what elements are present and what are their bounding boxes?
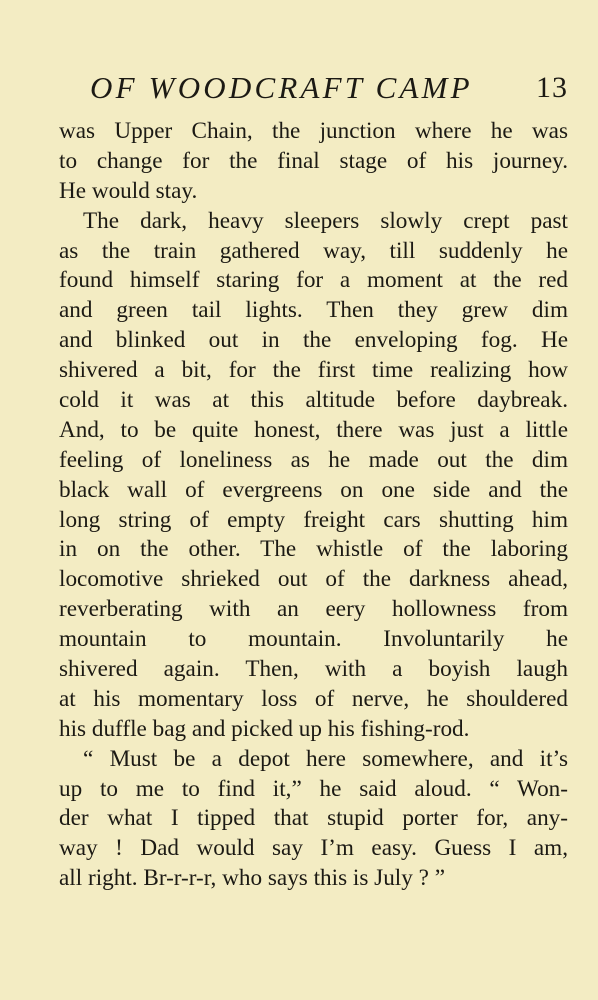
text-line: cold it was at this altitude before daybreak.: [59, 387, 568, 414]
text-line: feeling of loneliness as he made out the dim: [59, 446, 568, 473]
text-line: at his momentary loss of nerve, he shouldered: [59, 685, 568, 712]
text-line: shivered a bit, for the first time realizing how: [59, 357, 568, 384]
text-line: der what I tipped that stupid porter for, any-: [59, 805, 568, 832]
text-line: up to me to find it,” he said aloud. “ Won-: [59, 775, 568, 802]
page-number: 13: [536, 71, 568, 104]
text-line: mountain to mountain. Involuntarily he: [59, 626, 568, 653]
text-line: his duffle bag and picked up his fishing-rod.: [59, 715, 470, 742]
text-line: and green tail lights. Then they grew dim: [59, 297, 568, 324]
text-line: and blinked out in the enveloping fog. He: [59, 327, 568, 354]
text-line: He would stay.: [59, 177, 198, 204]
running-head: [90, 68, 568, 108]
text-line: The dark, heavy sleepers slowly crept past: [83, 207, 568, 234]
text-line: “ Must be a depot here somewhere, and it’s: [83, 745, 568, 772]
text-line: found himself staring for a moment at the red: [59, 267, 568, 294]
text-line: as the train gathered way, till suddenly he: [59, 237, 568, 264]
body-text: [59, 117, 568, 894]
text-line: locomotive shrieked out of the darkness ahead,: [59, 566, 568, 593]
text-line: And, to be quite honest, there was just a little: [59, 416, 568, 443]
text-line: to change for the final stage of his journey.: [59, 147, 568, 174]
text-line: was Upper Chain, the junction where he was: [59, 118, 568, 144]
text-line: all right. Br-r-r-r, who says this is July ? ”: [59, 865, 446, 892]
text-line: black wall of evergreens on one side and the: [59, 476, 568, 503]
text-line: way ! Dad would say I’m easy. Guess I am,: [59, 835, 568, 862]
text-line: reverberating with an eery hollowness from: [59, 596, 568, 623]
running-title: OF WOODCRAFT CAMP: [90, 70, 473, 105]
text-line: long string of empty freight cars shutting him: [59, 506, 568, 533]
text-line: shivered again. Then, with a boyish laugh: [59, 656, 568, 683]
text-line: in on the other. The whistle of the laboring: [59, 536, 568, 563]
